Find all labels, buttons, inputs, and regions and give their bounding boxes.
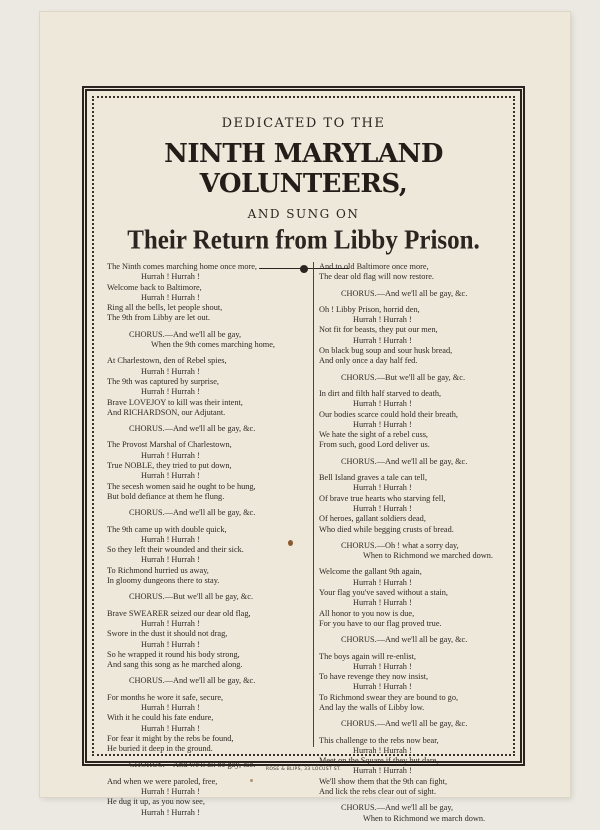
verse-line: Hurrah ! Hurrah ! — [141, 555, 200, 565]
main-title: NINTH MARYLAND VOLUNTEERS, — [164, 139, 443, 199]
right-column — [319, 262, 527, 830]
subtitle-line: AND SUNG ON — [247, 207, 360, 221]
chorus-line: CHORUS.—And we'll all be gay, &c. — [341, 719, 468, 729]
stanza — [107, 676, 315, 686]
verse-line: Hurrah ! Hurrah ! — [353, 682, 412, 692]
stanza — [319, 373, 527, 383]
stanza — [319, 262, 527, 283]
chorus-line: When to Richmond we march down. — [363, 813, 486, 823]
verse-line: Hurrah ! Hurrah ! — [141, 618, 200, 628]
verse-line: Who died while begging crusts of bread. — [319, 524, 454, 534]
column-divider — [313, 262, 314, 747]
chorus-line: CHORUS.—But we'll all be gay, &c. — [341, 372, 466, 382]
verse-line: On black bug soup and sour husk bread, — [319, 346, 453, 356]
verse-line: Hurrah ! Hurrah ! — [353, 399, 412, 409]
verse-line: But bold defiance at them he flung. — [107, 491, 225, 501]
stanza — [107, 508, 315, 518]
stanza — [107, 609, 315, 671]
stanza — [107, 525, 315, 587]
verse-line: Hurrah ! Hurrah ! — [141, 366, 200, 376]
verse-line: The dear old flag will now restore. — [319, 272, 434, 282]
verse-line: The Ninth comes marching home once more, — [107, 262, 257, 271]
verse-line: Hurrah ! Hurrah ! — [353, 577, 412, 587]
dedication-line: DEDICATED TO THE — [221, 116, 386, 131]
stanza — [107, 592, 315, 602]
verse-line: At Charlestown, den of Rebel spies, — [107, 356, 227, 366]
verse-line: So he wrapped it round his body strong, — [107, 649, 240, 659]
verse-line: From such, good Lord deliver us. — [319, 440, 430, 450]
verse-line: In gloomy dungeons there to stay. — [107, 576, 220, 586]
verse-line: He buried it deep in the ground. — [107, 744, 213, 754]
verse-line: Hurrah ! Hurrah ! — [353, 315, 412, 325]
verse-line: Hurrah ! Hurrah ! — [353, 745, 412, 755]
verse-line: And sang this song as he marched along. — [107, 660, 243, 670]
stanza — [319, 719, 527, 729]
chorus-line: CHORUS.—And we'll all be gay, &c. — [129, 676, 256, 686]
verse-line: Hurrah ! Hurrah ! — [353, 483, 412, 493]
verse-line: Of heroes, gallant soldiers dead, — [319, 514, 426, 524]
verse-line: Welcome the gallant 9th again, — [319, 567, 422, 577]
verse-line: The 9th from Libby are let out. — [107, 313, 210, 323]
verse-line: We hate the sight of a rebel cuss, — [319, 430, 428, 440]
chorus-line: CHORUS.—Oh ! what a sorry day, — [341, 540, 459, 550]
chorus-line: CHORUS.—And we'll all be gay, — [129, 329, 242, 339]
verse-line: With it he could his fate endure, — [107, 713, 214, 723]
stanza — [107, 424, 315, 434]
verse-line: Hurrah ! Hurrah ! — [353, 598, 412, 608]
verse-line: The 9th was captured by surprise, — [107, 376, 219, 386]
stanza — [319, 389, 527, 451]
verse-line: For months he wore it safe, secure, — [107, 692, 224, 702]
verse-line: Hurrah ! Hurrah ! — [141, 272, 200, 282]
return-title: Their Return from Libby Prison. — [127, 225, 480, 256]
verse-line: He dug it up, as you now see, — [107, 797, 205, 807]
chorus-line: When the 9th comes marching home, — [151, 340, 275, 350]
verse-line: Hurrah ! Hurrah ! — [353, 503, 412, 513]
printer-imprint: ROSE & BLIPS, 33 LOCUST ST. — [265, 767, 342, 772]
verse-line: Brave SWEARER seized our dear old flag, — [107, 608, 251, 618]
verse-line: Welcome back to Baltimore, — [107, 282, 202, 292]
stanza — [107, 693, 315, 755]
verse-line: The 9th came up with double quick, — [107, 524, 227, 534]
left-column — [107, 262, 315, 824]
verse-line: And lay the walls of Libby low. — [319, 702, 425, 712]
chorus-line: When to Richmond we marched down. — [363, 551, 493, 561]
verse-line: Hurrah ! Hurrah ! — [353, 766, 412, 776]
verse-line: We'll show them that the 9th can fight, — [319, 776, 448, 786]
verse-line: For you have to our flag proved true. — [319, 618, 442, 628]
stanza — [107, 777, 315, 818]
verse-line: Of brave true hearts who starving fell, — [319, 493, 446, 503]
stanza — [319, 473, 527, 535]
verse-line: Meet on the Square if they but dare, — [319, 756, 439, 766]
verse-line: Your flag you've saved without a stain, — [319, 588, 449, 598]
verse-line: To Richmond hurried us away, — [107, 565, 209, 575]
stanza — [319, 305, 527, 367]
verse-line: Brave LOVEJOY to kill was their intent, — [107, 397, 243, 407]
verse-line: Hurrah ! Hurrah ! — [141, 807, 200, 817]
verse-line: Hurrah ! Hurrah ! — [141, 639, 200, 649]
verse-line: Hurrah ! Hurrah ! — [141, 387, 200, 397]
verse-line: Oh ! Libby Prison, horrid den, — [319, 304, 420, 314]
verse-line: And when we were paroled, free, — [107, 776, 218, 786]
verse-line: This challenge to the rebs now bear, — [319, 735, 439, 745]
verse-line: And to old Baltimore once more, — [319, 262, 429, 271]
verse-line: And lick the rebs clear out of sight. — [319, 787, 437, 797]
verse-line: Hurrah ! Hurrah ! — [141, 787, 200, 797]
stanza — [319, 635, 527, 645]
stanza — [107, 262, 315, 324]
verse-line: To Richmond swear they are bound to go, — [319, 692, 459, 702]
stanza — [319, 541, 527, 562]
verse-line: And only once a day half fed. — [319, 356, 418, 366]
verse-line: The Provost Marshal of Charlestown, — [107, 440, 232, 450]
verse-line: Not fit for beasts, they put our men, — [319, 325, 438, 335]
verse-line: Our bodies scarce could hold their breath, — [319, 409, 458, 419]
verse-line: Bell Island graves a tale can tell, — [319, 473, 428, 483]
stain-spot — [250, 779, 253, 782]
verse-line: Hurrah ! Hurrah ! — [141, 292, 200, 302]
verse-line: Hurrah ! Hurrah ! — [353, 661, 412, 671]
verse-line: Swore in the dust it should not drag, — [107, 629, 228, 639]
verse-line: So they left their wounded and their sick. — [107, 545, 244, 555]
chorus-line: CHORUS.—And we'll all be gay, &c. — [341, 635, 468, 645]
verse-line: Hurrah ! Hurrah ! — [141, 702, 200, 712]
stanza — [107, 356, 315, 418]
stanza — [319, 803, 527, 824]
chorus-line: CHORUS.—And we'll all be gay, &c. — [129, 760, 256, 770]
chorus-line: CHORUS.—And we'll all be gay, &c. — [129, 424, 256, 434]
verse-line: In dirt and filth half starved to death, — [319, 388, 442, 398]
verse-line: The boys again will re-enlist, — [319, 651, 417, 661]
chorus-line: CHORUS.—But we'll all be gay, &c. — [129, 592, 254, 602]
chorus-line: CHORUS.—And we'll all be gay, &c. — [341, 288, 468, 298]
verse-line: Hurrah ! Hurrah ! — [353, 419, 412, 429]
stanza — [319, 567, 527, 629]
stanza — [107, 330, 315, 351]
verse-line: Hurrah ! Hurrah ! — [141, 534, 200, 544]
stanza — [319, 457, 527, 467]
verse-line: And RICHARDSON, our Adjutant. — [107, 407, 226, 417]
verse-line: The secesh women said he ought to be hung, — [107, 481, 256, 491]
chorus-line: CHORUS.—And we'll all be gay, — [341, 803, 454, 813]
stanza — [319, 652, 527, 714]
stain-spot — [288, 540, 293, 546]
verse-line: Hurrah ! Hurrah ! — [353, 335, 412, 345]
verse-line: Hurrah ! Hurrah ! — [141, 723, 200, 733]
chorus-line: CHORUS.—And we'll all be gay, &c. — [341, 456, 468, 466]
title-block — [96, 110, 511, 273]
verse-line: All honor to you now is due, — [319, 608, 415, 618]
verse-line: To have revenge they now insist, — [319, 672, 429, 682]
verse-line: Hurrah ! Hurrah ! — [141, 450, 200, 460]
verse-line: For fear it might by the rebs be found, — [107, 733, 234, 743]
verse-line: Ring all the bells, let people shout, — [107, 303, 223, 313]
verse-line: Hurrah ! Hurrah ! — [141, 471, 200, 481]
stanza — [319, 289, 527, 299]
chorus-line: CHORUS.—And we'll all be gay, &c. — [129, 508, 256, 518]
verse-line: True NOBLE, they tried to put down, — [107, 461, 232, 471]
stanza — [107, 440, 315, 502]
